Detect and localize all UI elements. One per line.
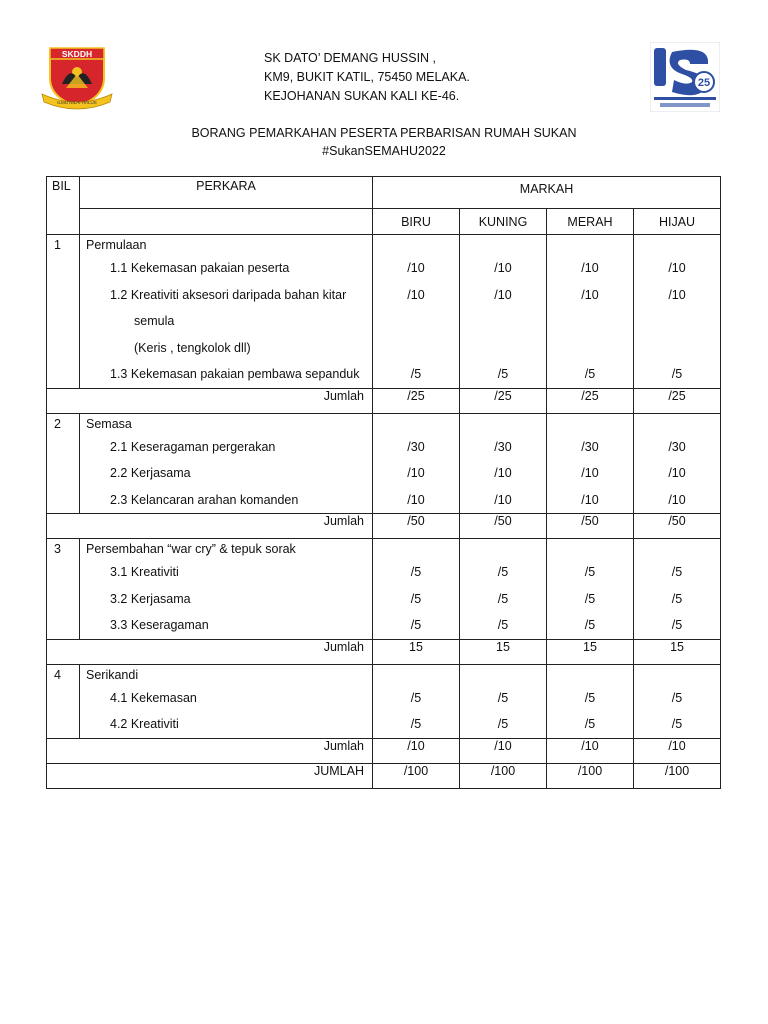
max-score: /10 (494, 261, 512, 275)
criterion-text: 4.2 Kreativiti (110, 717, 179, 731)
subtotal-kuning: /50 (460, 514, 547, 539)
criterion-text: 1.3 Kekemasan pakaian pembawa sepanduk (110, 367, 360, 381)
max-score: /5 (497, 690, 509, 705)
subtotal-label: Jumlah (47, 514, 373, 539)
max-score: /5 (671, 565, 683, 579)
subtotal-hijau: /50 (634, 514, 721, 539)
grand-total-merah: /100 (547, 763, 634, 788)
score-spacer (373, 414, 459, 434)
max-score: /30 (581, 439, 599, 454)
score-cell-kuning (460, 413, 547, 514)
score-cell-merah (547, 664, 634, 738)
grand-total-hijau: /100 (634, 763, 721, 788)
max-score: /10 (407, 261, 425, 275)
house-kuning: KUNING (460, 209, 547, 235)
max-score: /5 (584, 591, 596, 606)
section-number-text: 4 (54, 667, 61, 682)
score-cell-merah (547, 539, 634, 640)
max-score: /5 (410, 367, 422, 381)
score-spacer (460, 665, 546, 685)
section-row (47, 539, 721, 640)
max-score: /5 (410, 591, 422, 606)
max-score: /5 (497, 565, 509, 579)
header-bil: BIL (47, 177, 80, 235)
subtotal-kuning: /25 (460, 388, 547, 413)
max-score: /5 (671, 690, 683, 705)
score-cell-kuning (460, 664, 547, 738)
section-title: Semasa (86, 416, 132, 431)
grand-total-biru: /100 (373, 763, 460, 788)
score-spacer (460, 235, 546, 255)
max-score: /10 (581, 287, 599, 302)
score-cell-kuning (460, 235, 547, 389)
max-score: /5 (671, 591, 683, 606)
criterion-text: 4.1 Kekemasan (110, 690, 197, 705)
subtotal-biru: /50 (373, 514, 460, 539)
section-title: Permulaan (86, 238, 147, 252)
max-score (634, 335, 720, 362)
house-merah: MERAH (547, 209, 634, 235)
score-cell-kuning (460, 539, 547, 640)
max-score: /10 (407, 287, 425, 302)
score-cell-biru (373, 664, 460, 738)
max-score (460, 335, 546, 362)
subtotal-kuning: 15 (460, 639, 547, 664)
max-score: /5 (671, 717, 683, 731)
scoring-table (46, 176, 721, 789)
header-perkara: PERKARA (80, 177, 373, 209)
subtotal-label: Jumlah (47, 388, 373, 413)
house-biru: BIRU (373, 209, 460, 235)
section-items (80, 413, 373, 514)
max-score: /5 (497, 367, 509, 381)
max-score: /10 (581, 466, 599, 480)
max-score: /10 (668, 287, 686, 302)
max-score: /5 (671, 367, 683, 381)
subtotal-row (47, 514, 721, 539)
max-score: /5 (671, 618, 683, 632)
grand-total-kuning: /100 (460, 763, 547, 788)
subtotal-hijau: /10 (634, 738, 721, 763)
score-cell-biru (373, 235, 460, 389)
score-cell-hijau (634, 664, 721, 738)
school-address-block (264, 49, 470, 106)
max-score: /5 (497, 591, 509, 606)
subtotal-merah: 15 (547, 639, 634, 664)
max-score (373, 335, 459, 362)
section-number-text: 2 (54, 416, 61, 431)
header-perkara-blank (80, 209, 373, 235)
max-score: /5 (410, 618, 422, 632)
max-score: /5 (410, 717, 422, 731)
score-spacer (634, 414, 720, 434)
max-score: /5 (410, 565, 422, 579)
max-score: /10 (581, 261, 599, 275)
subtotal-biru: /10 (373, 738, 460, 763)
max-score: /30 (668, 439, 686, 454)
score-cell-hijau (634, 413, 721, 514)
max-score: /5 (584, 690, 596, 705)
max-score: /10 (494, 466, 512, 480)
criterion-text: 3.3 Keseragaman (110, 618, 209, 632)
header-markah: MARKAH (373, 177, 721, 209)
max-score: /5 (584, 618, 596, 632)
school-name: SK DATO’ DEMANG HUSSIN , (264, 51, 437, 65)
max-score (547, 335, 633, 362)
score-spacer (634, 665, 720, 685)
score-spacer (547, 665, 633, 685)
criterion-text: 1.1 Kekemasan pakaian peserta (110, 261, 290, 275)
section-number (47, 539, 80, 640)
event-name: KEJOHANAN SUKAN KALI KE-46. (264, 89, 460, 103)
max-score: /5 (497, 618, 509, 632)
score-spacer (373, 665, 459, 685)
subtotal-merah: /50 (547, 514, 634, 539)
house-hijau: HIJAU (634, 209, 721, 235)
section-items (80, 235, 373, 389)
score-cell-hijau (634, 539, 721, 640)
subtotal-hijau: 15 (634, 639, 721, 664)
section-row (47, 413, 721, 514)
max-score (373, 308, 459, 335)
score-cell-biru (373, 539, 460, 640)
score-spacer (460, 414, 546, 434)
score-spacer (460, 539, 546, 559)
criterion-text: 2.2 Kerjasama (110, 466, 191, 480)
grand-total-row (47, 763, 721, 788)
max-score: /10 (407, 492, 425, 507)
criterion-text: 3.2 Kerjasama (110, 591, 191, 606)
max-score: /5 (584, 367, 596, 381)
score-cell-hijau (634, 235, 721, 389)
grand-total-label: JUMLAH (47, 763, 373, 788)
section-number-text: 3 (54, 542, 61, 556)
criterion-text: 2.1 Keseragaman pergerakan (110, 439, 276, 454)
subtotal-row (47, 639, 721, 664)
max-score (547, 308, 633, 335)
criterion-text: 1.2 Kreativiti aksesori daripada bahan kitar (110, 287, 347, 302)
score-cell-merah (547, 413, 634, 514)
section-number (47, 235, 80, 389)
score-spacer (373, 235, 459, 255)
max-score: /10 (668, 261, 686, 275)
score-spacer (547, 539, 633, 559)
max-score: /5 (410, 690, 422, 705)
criterion-text: 2.3 Kelancaran arahan komanden (110, 492, 299, 507)
max-score (460, 308, 546, 335)
score-spacer (634, 539, 720, 559)
section-title: Persembahan “war cry” & tepuk sorak (86, 542, 296, 556)
subtotal-hijau: /25 (634, 388, 721, 413)
max-score: /30 (494, 439, 512, 454)
max-score: /5 (584, 717, 596, 731)
subtotal-label: Jumlah (47, 738, 373, 763)
max-score: /10 (494, 492, 512, 507)
score-spacer (547, 235, 633, 255)
score-spacer (547, 414, 633, 434)
max-score (634, 308, 720, 335)
section-items (80, 539, 373, 640)
section-number-text: 1 (54, 238, 61, 252)
subtotal-label: Jumlah (47, 639, 373, 664)
section-row (47, 664, 721, 738)
subtotal-row (47, 388, 721, 413)
max-score: /5 (497, 717, 509, 731)
form-title-line1: BORANG PEMARKAHAN PESERTA PERBARISAN RUMAH SUKAN (191, 126, 577, 140)
score-spacer (634, 235, 720, 255)
max-score: /30 (407, 439, 425, 454)
svg-text:25: 25 (697, 77, 711, 89)
section-items (80, 664, 373, 738)
subtotal-merah: /25 (547, 388, 634, 413)
event-logo (650, 42, 720, 112)
section-title: Serikandi (86, 667, 139, 682)
school-crest-logo (40, 44, 114, 110)
subtotal-kuning: /10 (460, 738, 547, 763)
subtotal-biru: /25 (373, 388, 460, 413)
max-score: /10 (581, 492, 599, 507)
form-title (0, 124, 768, 160)
max-score: /10 (668, 492, 686, 507)
subtotal-biru: 15 (373, 639, 460, 664)
criterion-text: 3.1 Kreativiti (110, 565, 179, 579)
svg-text:ILMU NILAI HALUS: ILMU NILAI HALUS (57, 100, 97, 105)
max-score: /10 (668, 466, 686, 480)
subtotal-row (47, 738, 721, 763)
svg-text:SKDDH: SKDDH (61, 49, 93, 59)
subtotal-merah: /10 (547, 738, 634, 763)
criterion-text: (Keris , tengkolok dll) (134, 340, 251, 355)
score-spacer (373, 539, 459, 559)
score-cell-merah (547, 235, 634, 389)
max-score: /10 (494, 287, 512, 302)
section-number (47, 413, 80, 514)
criterion-text: semula (134, 314, 175, 328)
section-row (47, 235, 721, 389)
section-number (47, 664, 80, 738)
score-cell-biru (373, 413, 460, 514)
form-hashtag: #SukanSEMAHU2022 (322, 144, 446, 158)
school-address: KM9, BUKIT KATIL, 75450 MELAKA. (264, 70, 470, 84)
max-score: /5 (584, 565, 596, 579)
max-score: /10 (407, 466, 425, 480)
